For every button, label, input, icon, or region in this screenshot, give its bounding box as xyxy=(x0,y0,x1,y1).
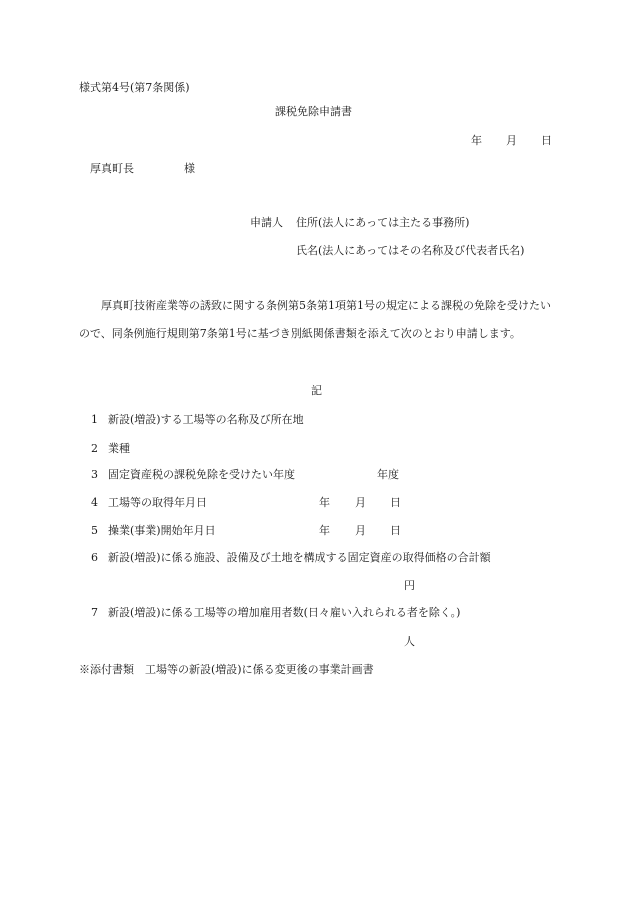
item-unit: 人 xyxy=(404,635,415,648)
item-number: 3 xyxy=(91,468,98,481)
item-text: 業種 xyxy=(108,442,130,455)
ki-marker: 記 xyxy=(311,384,322,397)
addressee-name: 厚真町長 xyxy=(90,162,134,175)
item-text: 新設(増設)に係る工場等の増加雇用者数(日々雇い入れられる者を除く。) xyxy=(108,606,461,619)
item-text: 固定資産税の課税免除を受けたい年度 xyxy=(108,468,295,481)
addressee-honorific: 様 xyxy=(184,162,195,175)
applicant-label: 申請人 xyxy=(250,216,283,229)
date-year: 年 xyxy=(471,134,482,147)
item-unit: 円 xyxy=(404,579,415,592)
item-suffix: 年度 xyxy=(377,468,399,481)
document-title: 課税免除申請書 xyxy=(275,105,352,118)
item-day: 日 xyxy=(390,496,401,509)
item-number: 2 xyxy=(91,442,98,455)
form-number: 様式第4号(第7条関係) xyxy=(79,81,190,94)
applicant-address-label: 住所(法人にあっては主たる事務所) xyxy=(296,216,470,229)
item-number: 1 xyxy=(91,413,98,426)
item-number: 4 xyxy=(91,496,98,509)
item-year: 年 xyxy=(319,524,330,537)
item-number: 6 xyxy=(91,551,98,564)
date-day: 日 xyxy=(541,134,552,147)
applicant-name-label: 氏名(法人にあってはその名称及び代表者氏名) xyxy=(296,244,525,257)
item-number: 7 xyxy=(91,606,98,619)
date-month: 月 xyxy=(506,134,517,147)
item-year: 年 xyxy=(319,496,330,509)
item-text: 新設(増設)する工場等の名称及び所在地 xyxy=(108,413,304,426)
item-number: 5 xyxy=(91,524,98,537)
body-text: 厚真町技術産業等の誘致に関する条例第5条第1項第1号の規定による課税の免除を受けたいので、同条例施行規則第7条第1号に基づき別紙関係書類を添えて次のとおり申請します。 xyxy=(79,299,551,340)
item-text: 工場等の取得年月日 xyxy=(108,496,207,509)
item-day: 日 xyxy=(390,524,401,537)
attachment-note: ※添付書類 工場等の新設(増設)に係る変更後の事業計画書 xyxy=(79,663,374,676)
item-text: 新設(増設)に係る施設、設備及び土地を構成する固定資産の取得価格の合計額 xyxy=(108,551,491,564)
item-month: 月 xyxy=(355,524,366,537)
item-month: 月 xyxy=(355,496,366,509)
body-paragraph xyxy=(79,292,557,348)
item-text: 操業(事業)開始年月日 xyxy=(108,524,216,537)
